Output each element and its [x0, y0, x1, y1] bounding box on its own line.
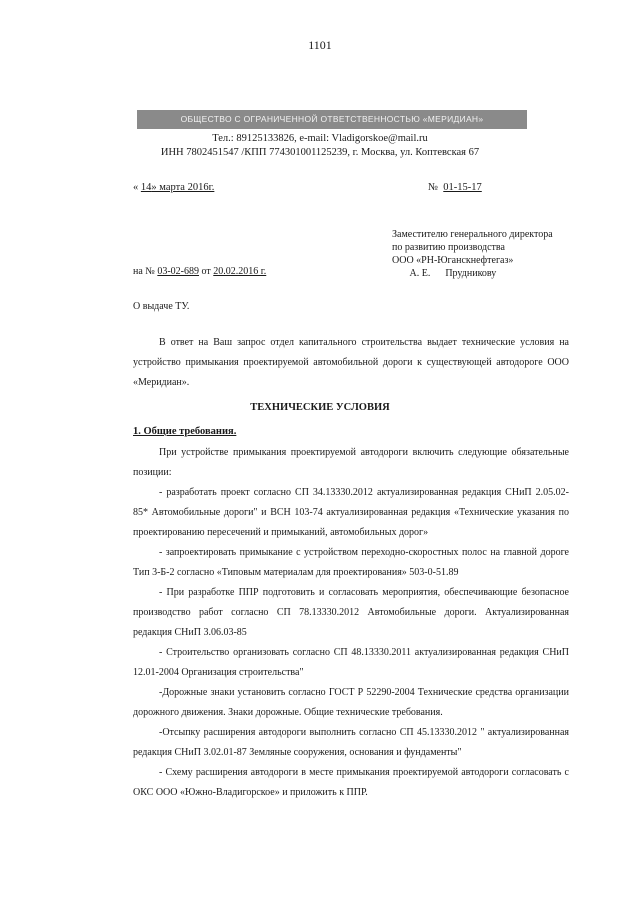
addressee-line: А. Е. Прудникову — [392, 268, 497, 279]
subject-line: О выдаче ТУ. — [133, 301, 190, 312]
addressee-line: Заместителю генерального директора — [392, 229, 553, 240]
section-heading-1: 1. Общие требования. — [133, 426, 237, 437]
page-number: 1101 — [308, 38, 332, 52]
reference-line — [133, 266, 266, 277]
outgoing-number-value: 01-15-17 — [443, 182, 482, 193]
requirement-paragraph: - запроектировать примыкание с устройством переходно-скоростных полос на главной дороге Тип 3-Б-2 согласно «Типовым материалам для проектирования» 503-0-51.89 — [133, 547, 569, 578]
requirement-paragraph: При устройстве примыкания проектируемой автодороги включить следующие обязательные позиции: — [133, 447, 569, 478]
requirements-list — [133, 443, 569, 803]
outgoing-number — [428, 182, 482, 193]
company-requisites: ИНН 7802451547 /КПП 774301001125239, г. Москва, ул. Коптевская 67 — [160, 147, 480, 158]
reference-date: 20.02.2016 г. — [213, 266, 267, 277]
reference-prefix: на № — [133, 266, 155, 277]
outgoing-number-prefix: № — [428, 182, 439, 193]
requirement-paragraph: - Строительство организовать согласно СП 48.13330.2011 актуализированная редакция СНиП 12.01-2004 Организация строительства" — [133, 647, 569, 678]
addressee-line: по развитию производства — [392, 242, 505, 253]
company-name-banner: ОБЩЕСТВО С ОГРАНИЧЕННОЙ ОТВЕТСТВЕННОСТЬЮ «МЕРИДИАН» — [137, 110, 527, 129]
document-title: ТЕХНИЧЕСКИЕ УСЛОВИЯ — [250, 402, 390, 413]
addressee-line: ООО «РН-Юганскнефтегаз» — [392, 255, 514, 266]
addressee-block — [392, 228, 602, 280]
company-contacts: Тел.: 89125133826, e-mail: Vladigorskoe@mail.ru — [212, 133, 428, 144]
requirement-paragraph: - Схему расширения автодороги в месте примыкания проектируемой автодороги согласовать с ОКС ООО «Южно-Владигорское» и приложить к ППР. — [133, 767, 569, 798]
reference-number: 03-02-689 — [157, 266, 200, 277]
reference-middle: от — [201, 266, 211, 277]
intro-text: В ответ на Ваш запрос отдел капитального строительства выдает технические условия на устройство примыкания проектируемой автомобильной дороги к существующей автодороге ООО «Меридиан». — [133, 337, 569, 388]
letter-date — [133, 182, 214, 193]
requirement-paragraph: -Отсыпку расширения автодороги выполнить согласно СП 45.13330.2012 " актуализированная редакция СНиП 3.02.01-87 Земляные сооружения, основания и фундаменты" — [133, 727, 569, 758]
date-day: 14 — [140, 182, 152, 193]
intro-paragraph — [133, 333, 569, 393]
date-rest: » марта 2016г. — [151, 182, 215, 193]
date-prefix: « — [133, 182, 139, 193]
requirement-paragraph: - разработать проект согласно СП 34.13330.2012 актуализированная редакция СНиП 2.05.02-85* Автомобильные дороги" и ВСН 103-74 актуализированная редакция «Технические указания по проектированию пересечений и примыканий, автомобильных дорог» — [133, 487, 569, 538]
requirement-paragraph: - При разработке ППР подготовить и согласовать мероприятия, обеспечивающие безопасное производство работ согласно СП 78.13330.2012 Автомобильные дороги. Актуализированная редакция СНиП 3.06.03-85 — [133, 587, 569, 638]
requirement-paragraph: -Дорожные знаки установить согласно ГОСТ Р 52290-2004 Технические средства организации дорожного движения. Знаки дорожные. Общие технические требования. — [133, 687, 569, 718]
